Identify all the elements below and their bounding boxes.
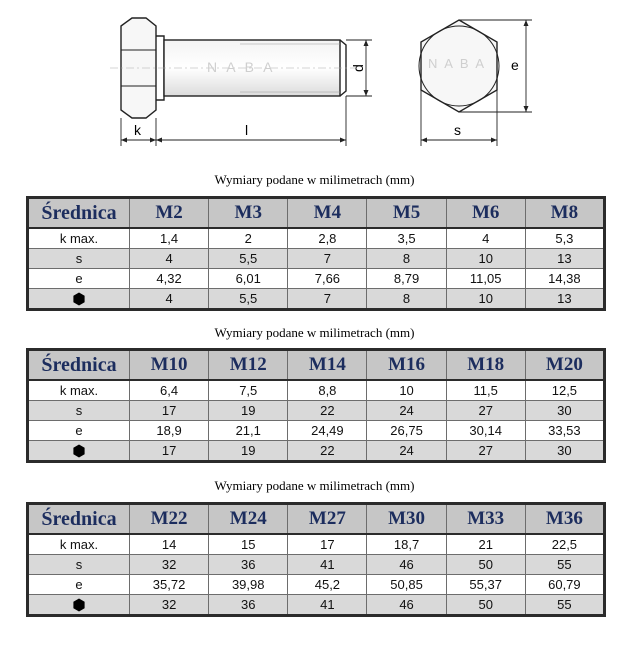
table-cell: 2,8 bbox=[288, 228, 367, 249]
table-cell: 19 bbox=[209, 441, 288, 462]
table-header-row bbox=[28, 198, 605, 229]
size-header: M20 bbox=[525, 350, 604, 381]
table-row-e bbox=[28, 575, 605, 595]
table-row-k bbox=[28, 228, 605, 249]
watermark-end: N A B A bbox=[428, 56, 487, 71]
table-row-s bbox=[28, 249, 605, 269]
size-header: M33 bbox=[446, 504, 525, 535]
table-cell: 1,4 bbox=[130, 228, 209, 249]
hexagon-icon bbox=[72, 292, 86, 306]
table-cell: 14,38 bbox=[525, 269, 604, 289]
table-cell: 7 bbox=[288, 289, 367, 310]
table-cell: 17 bbox=[130, 441, 209, 462]
table-cell: 19 bbox=[209, 401, 288, 421]
table-cell: 5,5 bbox=[209, 249, 288, 269]
table-cell: 24,49 bbox=[288, 421, 367, 441]
table-cell: 5,3 bbox=[525, 228, 604, 249]
table-row-s bbox=[28, 555, 605, 575]
table-cell: 27 bbox=[446, 441, 525, 462]
row-label-e: e bbox=[28, 421, 130, 441]
table-cell: 10 bbox=[446, 289, 525, 310]
size-header: M6 bbox=[446, 198, 525, 229]
size-header: M2 bbox=[130, 198, 209, 229]
table-cell: 13 bbox=[525, 289, 604, 310]
table-row-k bbox=[28, 534, 605, 555]
row-label-k: k max. bbox=[28, 380, 130, 401]
table-cell: 27 bbox=[446, 401, 525, 421]
table-row-hex bbox=[28, 441, 605, 462]
table-cell: 15 bbox=[209, 534, 288, 555]
size-header: M14 bbox=[288, 350, 367, 381]
table-cell: 4 bbox=[446, 228, 525, 249]
table-row-s bbox=[28, 401, 605, 421]
table-cell: 4 bbox=[130, 249, 209, 269]
table-cell: 24 bbox=[367, 401, 446, 421]
table-cell: 11,5 bbox=[446, 380, 525, 401]
table-row-e bbox=[28, 269, 605, 289]
dim-label-k: k bbox=[134, 122, 141, 138]
table-cell: 2 bbox=[209, 228, 288, 249]
hexagon-icon bbox=[72, 444, 86, 458]
row-label-e: e bbox=[28, 575, 130, 595]
table-cell: 12,5 bbox=[525, 380, 604, 401]
table-cell: 50 bbox=[446, 555, 525, 575]
size-header: M16 bbox=[367, 350, 446, 381]
table-cell: 22 bbox=[288, 441, 367, 462]
size-header: M30 bbox=[367, 504, 446, 535]
table-cell: 33,53 bbox=[525, 421, 604, 441]
table-cell: 45,2 bbox=[288, 575, 367, 595]
table-cell: 18,9 bbox=[130, 421, 209, 441]
table-cell: 41 bbox=[288, 595, 367, 616]
table-cell: 36 bbox=[209, 595, 288, 616]
row-label-s: s bbox=[28, 249, 130, 269]
row-label-hex bbox=[28, 441, 130, 462]
size-header: M10 bbox=[130, 350, 209, 381]
watermark-side: N A B A bbox=[207, 59, 276, 75]
table-row-e bbox=[28, 421, 605, 441]
table-cell: 39,98 bbox=[209, 575, 288, 595]
table-cell: 6,4 bbox=[130, 380, 209, 401]
table-header-row bbox=[28, 504, 605, 535]
table-header-row bbox=[28, 350, 605, 381]
table-cell: 32 bbox=[130, 555, 209, 575]
table-cell: 50,85 bbox=[367, 575, 446, 595]
table-cell: 17 bbox=[288, 534, 367, 555]
table-cell: 35,72 bbox=[130, 575, 209, 595]
table-cell: 7,66 bbox=[288, 269, 367, 289]
table-cell: 21,1 bbox=[209, 421, 288, 441]
table-cell: 26,75 bbox=[367, 421, 446, 441]
table-cell: 4,32 bbox=[130, 269, 209, 289]
dim-label-s: s bbox=[454, 122, 461, 138]
size-header: M8 bbox=[525, 198, 604, 229]
row-label-k: k max. bbox=[28, 228, 130, 249]
table-caption-2: Wymiary podane w milimetrach (mm) bbox=[214, 325, 415, 340]
bolt-technical-drawing bbox=[0, 0, 629, 160]
table-cell: 17 bbox=[130, 401, 209, 421]
row-label-k: k max. bbox=[28, 534, 130, 555]
table-cell: 10 bbox=[367, 380, 446, 401]
table-cell: 11,05 bbox=[446, 269, 525, 289]
table-cell: 55 bbox=[525, 555, 604, 575]
table-cell: 8 bbox=[367, 289, 446, 310]
dimensions-table-1 bbox=[26, 196, 606, 311]
diameter-header: Średnica bbox=[28, 504, 130, 535]
table-cell: 46 bbox=[367, 555, 446, 575]
table-cell: 30 bbox=[525, 441, 604, 462]
table-cell: 10 bbox=[446, 249, 525, 269]
size-header: M4 bbox=[288, 198, 367, 229]
table-caption-3: Wymiary podane w milimetrach (mm) bbox=[214, 478, 415, 493]
row-label-e: e bbox=[28, 269, 130, 289]
table-cell: 50 bbox=[446, 595, 525, 616]
size-header: M18 bbox=[446, 350, 525, 381]
size-header: M22 bbox=[130, 504, 209, 535]
row-label-s: s bbox=[28, 555, 130, 575]
table-cell: 13 bbox=[525, 249, 604, 269]
size-header: M36 bbox=[525, 504, 604, 535]
dimensions-table-2 bbox=[26, 348, 606, 463]
diameter-header: Średnica bbox=[28, 350, 130, 381]
size-header: M5 bbox=[367, 198, 446, 229]
dim-label-e: e bbox=[511, 57, 519, 73]
table-cell: 36 bbox=[209, 555, 288, 575]
table-cell: 32 bbox=[130, 595, 209, 616]
hexagon-icon bbox=[72, 598, 86, 612]
table-caption-1: Wymiary podane w milimetrach (mm) bbox=[214, 172, 415, 187]
dim-label-l: l bbox=[245, 122, 249, 138]
table-row-hex bbox=[28, 289, 605, 310]
table-cell: 30 bbox=[525, 401, 604, 421]
table-row-k bbox=[28, 380, 605, 401]
table-cell: 55,37 bbox=[446, 575, 525, 595]
diameter-header: Średnica bbox=[28, 198, 130, 229]
dim-label-d: d bbox=[350, 64, 366, 72]
row-label-s: s bbox=[28, 401, 130, 421]
table-cell: 14 bbox=[130, 534, 209, 555]
size-header: M12 bbox=[209, 350, 288, 381]
size-header: M24 bbox=[209, 504, 288, 535]
dimensions-table-3 bbox=[26, 502, 606, 617]
table-cell: 8,79 bbox=[367, 269, 446, 289]
table-cell: 5,5 bbox=[209, 289, 288, 310]
row-label-hex bbox=[28, 289, 130, 310]
table-cell: 7 bbox=[288, 249, 367, 269]
size-header: M3 bbox=[209, 198, 288, 229]
table-cell: 18,7 bbox=[367, 534, 446, 555]
table-cell: 3,5 bbox=[367, 228, 446, 249]
table-cell: 21 bbox=[446, 534, 525, 555]
table-cell: 22 bbox=[288, 401, 367, 421]
table-cell: 22,5 bbox=[525, 534, 604, 555]
table-cell: 4 bbox=[130, 289, 209, 310]
table-cell: 6,01 bbox=[209, 269, 288, 289]
table-cell: 24 bbox=[367, 441, 446, 462]
size-header: M27 bbox=[288, 504, 367, 535]
table-cell: 30,14 bbox=[446, 421, 525, 441]
row-label-hex bbox=[28, 595, 130, 616]
table-cell: 41 bbox=[288, 555, 367, 575]
table-cell: 46 bbox=[367, 595, 446, 616]
table-row-hex bbox=[28, 595, 605, 616]
table-cell: 55 bbox=[525, 595, 604, 616]
table-cell: 8 bbox=[367, 249, 446, 269]
table-cell: 60,79 bbox=[525, 575, 604, 595]
table-cell: 8,8 bbox=[288, 380, 367, 401]
table-cell: 7,5 bbox=[209, 380, 288, 401]
